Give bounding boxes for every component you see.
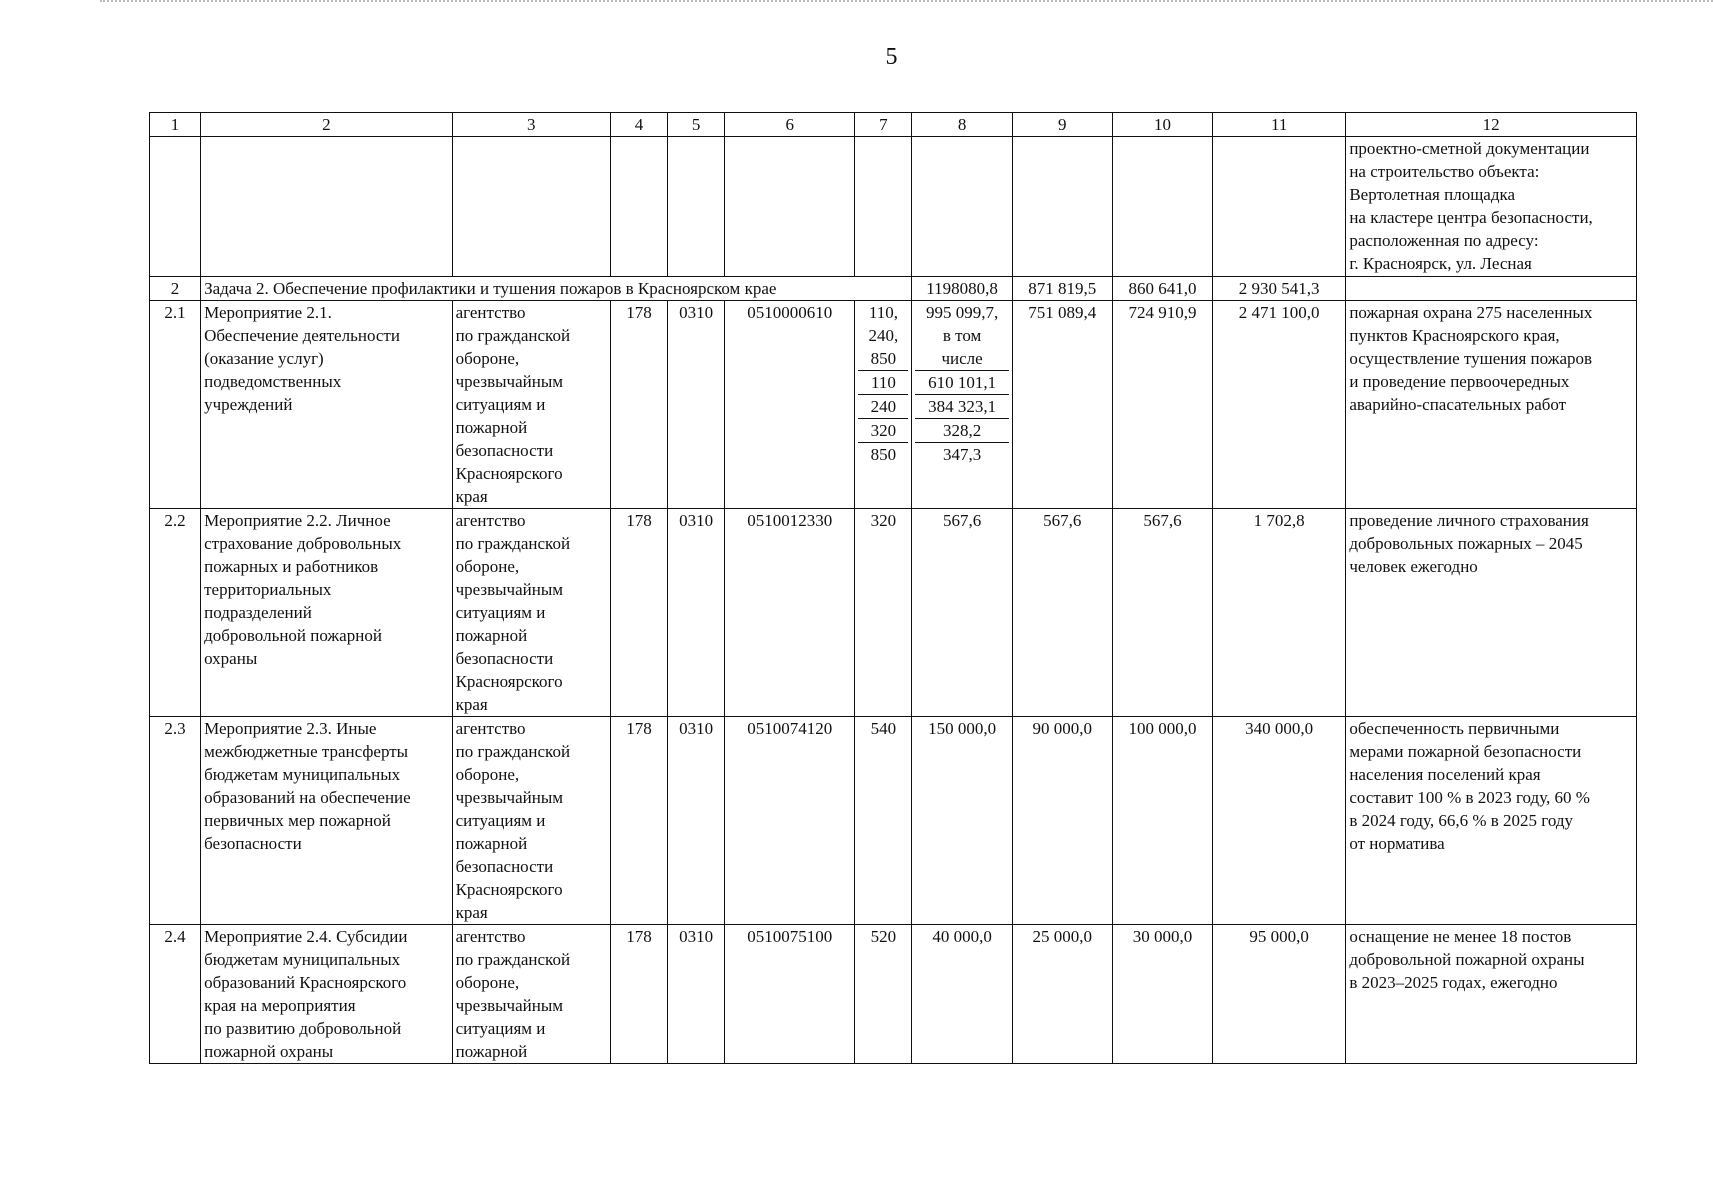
table-row [150,717,1637,925]
amount-total: 95 000,0 [1213,925,1346,1064]
sum-2025: 860 641,0 [1112,277,1212,301]
col-header: 2 [201,113,453,137]
measure-name: Мероприятие 2.1. Обеспечение деятельности (оказание услуг) подведомственных учреждений [201,301,453,509]
row-number: 2.2 [150,509,201,717]
measure-name: Мероприятие 2.4. Субсидии бюджетам муниципальных образований Красноярского края на мероприятия по развитию добровольной пожарной охраны [201,925,453,1064]
sum-total: 2 930 541,3 [1213,277,1346,301]
sub-code: 850 [858,442,908,466]
grbs-code: 178 [610,925,667,1064]
col-header: 4 [610,113,667,137]
amount-2025: 567,6 [1112,509,1212,717]
agency-name: агентство по гражданской обороне, чрезвычайным ситуациям и пожарной безопасности Красноярского края [452,717,610,925]
row-number: 2.4 [150,925,201,1064]
row-number: 2.1 [150,301,201,509]
col-header: 7 [855,113,912,137]
section-code: 0310 [668,301,725,509]
amount-2023: 150 000,0 [912,717,1012,925]
section-code: 0310 [668,509,725,717]
amount-2024: 25 000,0 [1012,925,1112,1064]
amount-total: 2 471 100,0 [1213,301,1346,509]
amount-total: 1 702,8 [1213,509,1346,717]
amount-2024: 751 089,4 [1012,301,1112,509]
col-header: 3 [452,113,610,137]
col-header: 12 [1346,113,1637,137]
col-header: 9 [1012,113,1112,137]
sub-amount: 384 323,1 [915,394,1008,418]
result-cell: пожарная охрана 275 населенных пунктов Красноярского края, осуществление тушения пожаров и проведение первоочередных аварийно-спасательных работ [1346,301,1637,509]
row-number: 2.3 [150,717,201,925]
grbs-code: 178 [610,717,667,925]
col-header: 10 [1112,113,1212,137]
agency-name: агентство по гражданской обороне, чрезвычайным ситуациям и пожарной [452,925,610,1064]
scan-edge-line [100,0,1713,2]
amount-2025: 30 000,0 [1112,925,1212,1064]
col-header: 8 [912,113,1012,137]
result-cell: проведение личного страхования добровольных пожарных – 2045 человек ежегодно [1346,509,1637,717]
col-header: 1 [150,113,201,137]
section-code: 0310 [668,717,725,925]
amount-total: 340 000,0 [1213,717,1346,925]
col-header: 5 [668,113,725,137]
expense-type: 320 [855,509,912,717]
result-cell: оснащение не менее 18 постов добровольной пожарной охраны в 2023–2025 годах, ежегодно [1346,925,1637,1064]
sub-amount: 328,2 [915,418,1008,442]
expense-type: 540 [855,717,912,925]
sub-amount: 610 101,1 [915,370,1008,394]
agency-name: агентство по гражданской обороне, чрезвычайным ситуациям и пожарной безопасности Красноярского края [452,301,610,509]
table-row [150,925,1637,1064]
measure-name: Мероприятие 2.3. Иные межбюджетные трансферты бюджетам муниципальных образований на обеспечение первичных мер пожарной безопасности [201,717,453,925]
amount-2024: 567,6 [1012,509,1112,717]
column-number-row [150,113,1637,137]
col-header: 11 [1213,113,1346,137]
amount-2025: 724 910,9 [1112,301,1212,509]
amount-2023: 567,6 [912,509,1012,717]
program-table [149,112,1637,1064]
sum-2023: 1198080,8 [912,277,1012,301]
grbs-code: 178 [610,509,667,717]
sub-code: 240 [858,394,908,418]
row-number: 2 [150,277,201,301]
amount-2025: 100 000,0 [1112,717,1212,925]
target-code: 0510012330 [725,509,855,717]
amount-2023-cell: 995 099,7, в том числе 610 101,1 384 323,1 328,2 347,3 [912,301,1012,509]
sum-2024: 871 819,5 [1012,277,1112,301]
grbs-code: 178 [610,301,667,509]
col-header: 6 [725,113,855,137]
target-code: 0510075100 [725,925,855,1064]
expense-type-cell: 110, 240, 850 110 240 320 850 [855,301,912,509]
result-cell: проектно-сметной документации на строительство объекта: Вертолетная площадка на кластере центра безопасности, расположенная по адресу: г. Красноярск, ул. Лесная [1346,137,1637,277]
table-row [150,301,1637,509]
page-number: 5 [885,44,898,70]
section-code: 0310 [668,925,725,1064]
task-row [150,277,1637,301]
target-code: 0510000610 [725,301,855,509]
amount-2023: 40 000,0 [912,925,1012,1064]
table-row [150,509,1637,717]
target-code: 0510074120 [725,717,855,925]
result-cell: обеспеченность первичными мерами пожарной безопасности населения поселений края составит 100 % в 2023 году, 60 % в 2024 году, 66,6 % в 2025 году от норматива [1346,717,1637,925]
sub-code: 320 [858,418,908,442]
continuation-row [150,137,1637,277]
measure-name: Мероприятие 2.2. Личное страхование добровольных пожарных и работников территориальных подразделений добровольной пожарной охраны [201,509,453,717]
task-title: Задача 2. Обеспечение профилактики и тушения пожаров в Красноярском крае [201,277,912,301]
amount-2024: 90 000,0 [1012,717,1112,925]
sub-amount: 347,3 [915,442,1008,466]
sub-code: 110 [858,370,908,394]
agency-name: агентство по гражданской обороне, чрезвычайным ситуациям и пожарной безопасности Красноярского края [452,509,610,717]
expense-type: 520 [855,925,912,1064]
